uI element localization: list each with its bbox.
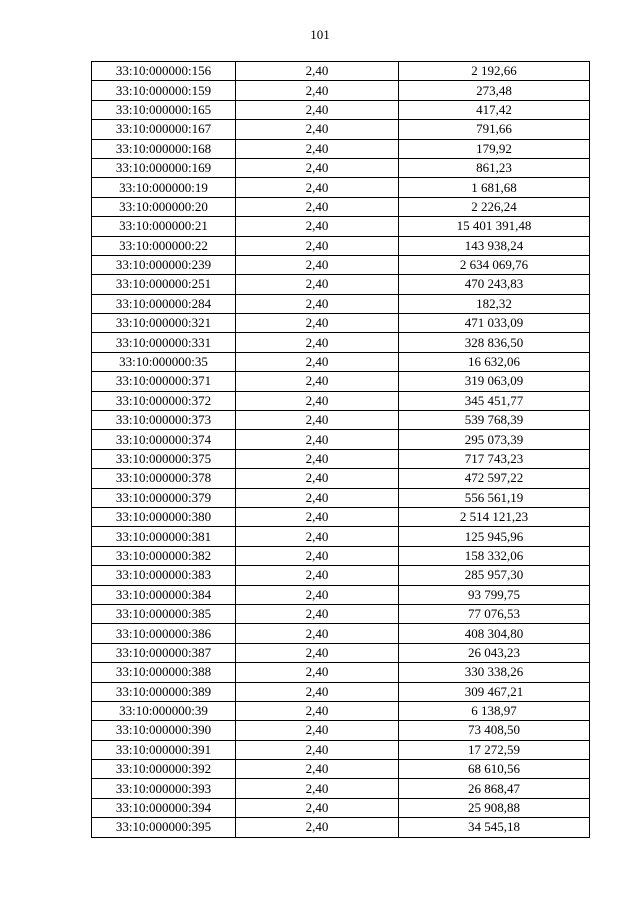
table-row: [92, 120, 590, 139]
table-row: [92, 507, 590, 526]
amount-cell: 556 561,19: [399, 488, 590, 507]
table-row: [92, 236, 590, 255]
rate-cell: 2,40: [236, 546, 399, 565]
page-number: 101: [310, 27, 330, 42]
amount-cell: 143 938,24: [399, 236, 590, 255]
rate-cell: 2,40: [236, 701, 399, 720]
amount-cell: 17 272,59: [399, 740, 590, 759]
rate-cell: 2,40: [236, 158, 399, 177]
table-row: [92, 643, 590, 662]
rate-cell: 2,40: [236, 469, 399, 488]
table-row: [92, 217, 590, 236]
table-row: [92, 139, 590, 158]
cadastral-number-cell: 33:10:000000:21: [92, 217, 236, 236]
cadastral-number-cell: 33:10:000000:374: [92, 430, 236, 449]
table-row: [92, 701, 590, 720]
amount-cell: 345 451,77: [399, 391, 590, 410]
table-row: [92, 352, 590, 371]
rate-cell: 2,40: [236, 507, 399, 526]
cadastral-number-cell: 33:10:000000:375: [92, 449, 236, 468]
table-row: [92, 178, 590, 197]
rate-cell: 2,40: [236, 488, 399, 507]
table-row: [92, 255, 590, 274]
cadastral-number-cell: 33:10:000000:389: [92, 682, 236, 701]
cadastral-number-cell: 33:10:000000:373: [92, 411, 236, 430]
table-row: [92, 294, 590, 313]
cadastral-number-cell: 33:10:000000:39: [92, 701, 236, 720]
rate-cell: 2,40: [236, 624, 399, 643]
rate-cell: 2,40: [236, 740, 399, 759]
amount-cell: 319 063,09: [399, 372, 590, 391]
cadastral-number-cell: 33:10:000000:385: [92, 604, 236, 623]
amount-cell: 861,23: [399, 158, 590, 177]
rate-cell: 2,40: [236, 798, 399, 817]
rate-cell: 2,40: [236, 721, 399, 740]
rate-cell: 2,40: [236, 197, 399, 216]
table-row: [92, 624, 590, 643]
rate-cell: 2,40: [236, 294, 399, 313]
table-row: [92, 488, 590, 507]
cadastral-number-cell: 33:10:000000:372: [92, 391, 236, 410]
cadastral-number-cell: 33:10:000000:20: [92, 197, 236, 216]
amount-cell: 471 033,09: [399, 314, 590, 333]
table-row: [92, 682, 590, 701]
table-row: [92, 585, 590, 604]
rate-cell: 2,40: [236, 663, 399, 682]
table-row: [92, 333, 590, 352]
cadastral-number-cell: 33:10:000000:379: [92, 488, 236, 507]
amount-cell: 295 073,39: [399, 430, 590, 449]
amount-cell: 470 243,83: [399, 275, 590, 294]
cadastral-number-cell: 33:10:000000:395: [92, 818, 236, 837]
table-row: [92, 740, 590, 759]
table-row: [92, 779, 590, 798]
amount-cell: 26 868,47: [399, 779, 590, 798]
cadastral-number-cell: 33:10:000000:391: [92, 740, 236, 759]
cadastral-number-cell: 33:10:000000:159: [92, 81, 236, 100]
rate-cell: 2,40: [236, 527, 399, 546]
rate-cell: 2,40: [236, 178, 399, 197]
table-row: [92, 372, 590, 391]
rate-cell: 2,40: [236, 352, 399, 371]
rate-cell: 2,40: [236, 779, 399, 798]
table-row: [92, 798, 590, 817]
table-row: [92, 197, 590, 216]
rate-cell: 2,40: [236, 120, 399, 139]
rate-cell: 2,40: [236, 430, 399, 449]
amount-cell: 16 632,06: [399, 352, 590, 371]
amount-cell: 330 338,26: [399, 663, 590, 682]
rate-cell: 2,40: [236, 604, 399, 623]
cadastral-number-cell: 33:10:000000:382: [92, 546, 236, 565]
cadastral-number-cell: 33:10:000000:331: [92, 333, 236, 352]
amount-cell: 34 545,18: [399, 818, 590, 837]
table-row: [92, 527, 590, 546]
cadastral-number-cell: 33:10:000000:169: [92, 158, 236, 177]
rate-cell: 2,40: [236, 255, 399, 274]
rate-cell: 2,40: [236, 411, 399, 430]
cadastral-number-cell: 33:10:000000:392: [92, 760, 236, 779]
amount-cell: 25 908,88: [399, 798, 590, 817]
table-row: [92, 566, 590, 585]
cadastral-number-cell: 33:10:000000:384: [92, 585, 236, 604]
cadastral-number-cell: 33:10:000000:386: [92, 624, 236, 643]
amount-cell: 26 043,23: [399, 643, 590, 662]
amount-cell: 285 957,30: [399, 566, 590, 585]
rate-cell: 2,40: [236, 217, 399, 236]
amount-cell: 182,32: [399, 294, 590, 313]
cadastral-number-cell: 33:10:000000:156: [92, 62, 236, 81]
table-row: [92, 469, 590, 488]
amount-cell: 15 401 391,48: [399, 217, 590, 236]
rate-cell: 2,40: [236, 760, 399, 779]
cadastral-number-cell: 33:10:000000:388: [92, 663, 236, 682]
cadastral-number-cell: 33:10:000000:19: [92, 178, 236, 197]
table-row: [92, 449, 590, 468]
table-row: [92, 430, 590, 449]
table-row: [92, 721, 590, 740]
amount-cell: 2 192,66: [399, 62, 590, 81]
cadastral-number-cell: 33:10:000000:165: [92, 100, 236, 119]
rate-cell: 2,40: [236, 449, 399, 468]
rate-cell: 2,40: [236, 81, 399, 100]
cadastral-number-cell: 33:10:000000:35: [92, 352, 236, 371]
rate-cell: 2,40: [236, 391, 399, 410]
cadastral-number-cell: 33:10:000000:284: [92, 294, 236, 313]
cadastral-number-cell: 33:10:000000:381: [92, 527, 236, 546]
amount-cell: 472 597,22: [399, 469, 590, 488]
cadastral-number-cell: 33:10:000000:378: [92, 469, 236, 488]
rate-cell: 2,40: [236, 566, 399, 585]
amount-cell: 273,48: [399, 81, 590, 100]
cadastral-number-cell: 33:10:000000:390: [92, 721, 236, 740]
rate-cell: 2,40: [236, 236, 399, 255]
amount-cell: 2 634 069,76: [399, 255, 590, 274]
amount-cell: 328 836,50: [399, 333, 590, 352]
amount-cell: 1 681,68: [399, 178, 590, 197]
table-row: [92, 760, 590, 779]
amount-cell: 158 332,06: [399, 546, 590, 565]
table-row: [92, 391, 590, 410]
rate-cell: 2,40: [236, 372, 399, 391]
table-row: [92, 100, 590, 119]
amount-cell: 6 138,97: [399, 701, 590, 720]
rate-cell: 2,40: [236, 62, 399, 81]
cadastral-number-cell: 33:10:000000:371: [92, 372, 236, 391]
cadastral-number-cell: 33:10:000000:22: [92, 236, 236, 255]
cadastral-table: [91, 61, 590, 838]
rate-cell: 2,40: [236, 818, 399, 837]
table-row: [92, 275, 590, 294]
amount-cell: 408 304,80: [399, 624, 590, 643]
amount-cell: 125 945,96: [399, 527, 590, 546]
cadastral-number-cell: 33:10:000000:380: [92, 507, 236, 526]
amount-cell: 2 514 121,23: [399, 507, 590, 526]
table-row: [92, 411, 590, 430]
amount-cell: 539 768,39: [399, 411, 590, 430]
amount-cell: 73 408,50: [399, 721, 590, 740]
amount-cell: 309 467,21: [399, 682, 590, 701]
rate-cell: 2,40: [236, 333, 399, 352]
rate-cell: 2,40: [236, 643, 399, 662]
amount-cell: 417,42: [399, 100, 590, 119]
amount-cell: 2 226,24: [399, 197, 590, 216]
cadastral-number-cell: 33:10:000000:239: [92, 255, 236, 274]
table-row: [92, 314, 590, 333]
amount-cell: 93 799,75: [399, 585, 590, 604]
rate-cell: 2,40: [236, 100, 399, 119]
rate-cell: 2,40: [236, 275, 399, 294]
table-row: [92, 62, 590, 81]
rate-cell: 2,40: [236, 314, 399, 333]
amount-cell: 77 076,53: [399, 604, 590, 623]
rate-cell: 2,40: [236, 585, 399, 604]
amount-cell: 791,66: [399, 120, 590, 139]
rate-cell: 2,40: [236, 682, 399, 701]
cadastral-number-cell: 33:10:000000:167: [92, 120, 236, 139]
table-row: [92, 546, 590, 565]
rate-cell: 2,40: [236, 139, 399, 158]
cadastral-number-cell: 33:10:000000:387: [92, 643, 236, 662]
table-row: [92, 604, 590, 623]
amount-cell: 717 743,23: [399, 449, 590, 468]
cadastral-number-cell: 33:10:000000:383: [92, 566, 236, 585]
cadastral-number-cell: 33:10:000000:168: [92, 139, 236, 158]
table-row: [92, 158, 590, 177]
table-body: [92, 62, 590, 838]
cadastral-number-cell: 33:10:000000:394: [92, 798, 236, 817]
table-row: [92, 663, 590, 682]
amount-cell: 68 610,56: [399, 760, 590, 779]
table-row: [92, 818, 590, 837]
cadastral-number-cell: 33:10:000000:321: [92, 314, 236, 333]
amount-cell: 179,92: [399, 139, 590, 158]
table-row: [92, 81, 590, 100]
cadastral-number-cell: 33:10:000000:251: [92, 275, 236, 294]
cadastral-number-cell: 33:10:000000:393: [92, 779, 236, 798]
